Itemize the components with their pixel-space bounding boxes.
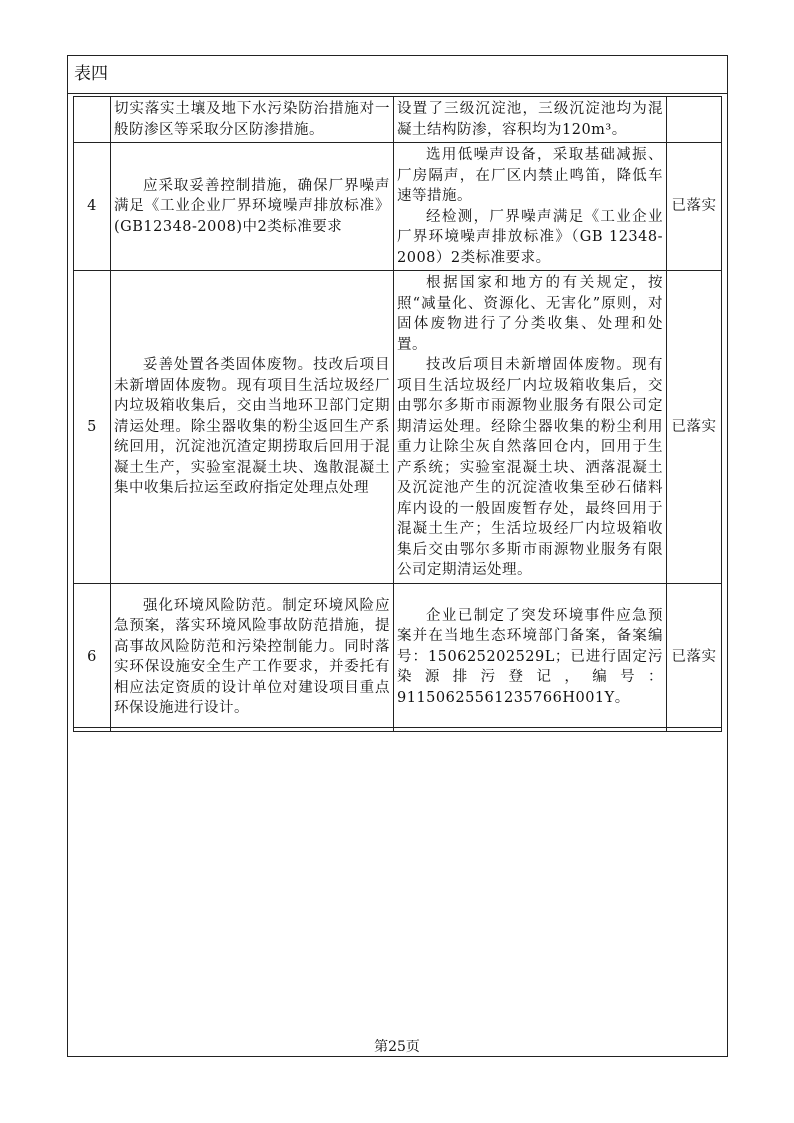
status-cell <box>667 97 722 143</box>
status-cell: 已落实 <box>667 143 722 271</box>
requirement-text: 切实落实土壤及地下水污染防治措施对一般防渗区等采取分区防渗措施。 <box>114 101 390 138</box>
row-number: 5 <box>74 271 111 584</box>
implementation-text: 企业已制定了突发环境事件应急预案并在当地生态环境部门备案，备案编号：150625202529L；已进行固定污染源排污登记，编号：91150625561235766H001Y。 <box>397 607 663 706</box>
status-cell: 已落实 <box>667 583 722 731</box>
implementation-cell <box>394 271 667 584</box>
implementation-cell <box>394 143 667 271</box>
implementation-cell <box>394 97 667 143</box>
requirement-text: 应采取妥善控制措施，确保厂界噪声满足《工业企业厂界环境噪声排放标准》(GB12348-2008)中2类标准要求 <box>114 177 390 235</box>
requirement-cell <box>111 97 394 143</box>
table-row <box>74 583 722 731</box>
implementation-cell <box>394 583 667 731</box>
implementation-text: 经检测，厂界噪声满足《工业企业厂界环境噪声排放标准》（GB 12348-2008）2类标准要求。 <box>397 208 663 266</box>
implementation-text: 设置了三级沉淀池，三级沉淀池均为混凝土结构防渗，容积均为120m³。 <box>397 101 663 138</box>
requirement-cell <box>111 271 394 584</box>
requirement-text: 妥善处置各类固体废物。技改后项目未新增固体废物。现有项目生活垃圾经厂内垃圾箱收集后，交由当地环卫部门定期清运处理。除尘器收集的粉尘返回生产系统回用，沉淀池沉渣定期捞取后回用于混凝土生产，实验室混凝土块、逸散混凝土集中收集后拉运至政府指定处理点处理 <box>114 357 390 496</box>
implementation-text: 技改后项目未新增固体废物。现有项目生活垃圾经厂内垃圾箱收集后，交由鄂尔多斯市雨源物业服务有限公司定期清运处理。经除尘器收集的粉尘利用重力让除尘灰自然落回仓内，回用于生产系统；实验室混凝土块、洒落混凝土及沉淀池产生的沉淀渣收集至砂石储料库内设的一般固废暂存处，最终回用于混凝土生产；生活垃圾经厂内垃圾箱收集后交由鄂尔多斯市雨源物业服务有限公司定期清运处理。 <box>397 357 663 578</box>
measures-table <box>73 96 722 732</box>
row-number: 6 <box>74 583 111 731</box>
requirement-cell <box>111 143 394 271</box>
requirement-text: 强化环境风险防范。制定环境风险应急预案，落实环境风险事故防范措施，提高事故风险防范和污染控制能力。同时落实环保设施安全生产工作要求，并委托有相应法定资质的设计单位对建设项目重点环保设施进行设计。 <box>114 597 390 716</box>
implementation-text: 选用低噪声设备，采取基础减振、厂房隔声，在厂区内禁止鸣笛，降低车速等措施。 <box>397 147 663 204</box>
divider <box>67 93 728 94</box>
page-number: 第25页 <box>374 1039 420 1055</box>
divider <box>73 727 721 728</box>
requirement-cell <box>111 583 394 731</box>
implementation-text: 根据国家和地方的有关规定，按照“减量化、资源化、无害化”原则，对固体废物进行了分类收集、处理和处置。 <box>397 275 663 353</box>
status-cell: 已落实 <box>667 271 722 584</box>
row-number: 4 <box>74 143 111 271</box>
table-title: 表四 <box>74 64 108 84</box>
table-row <box>74 143 722 271</box>
row-number <box>74 97 111 143</box>
table-row <box>74 97 722 143</box>
table-row <box>74 271 722 584</box>
